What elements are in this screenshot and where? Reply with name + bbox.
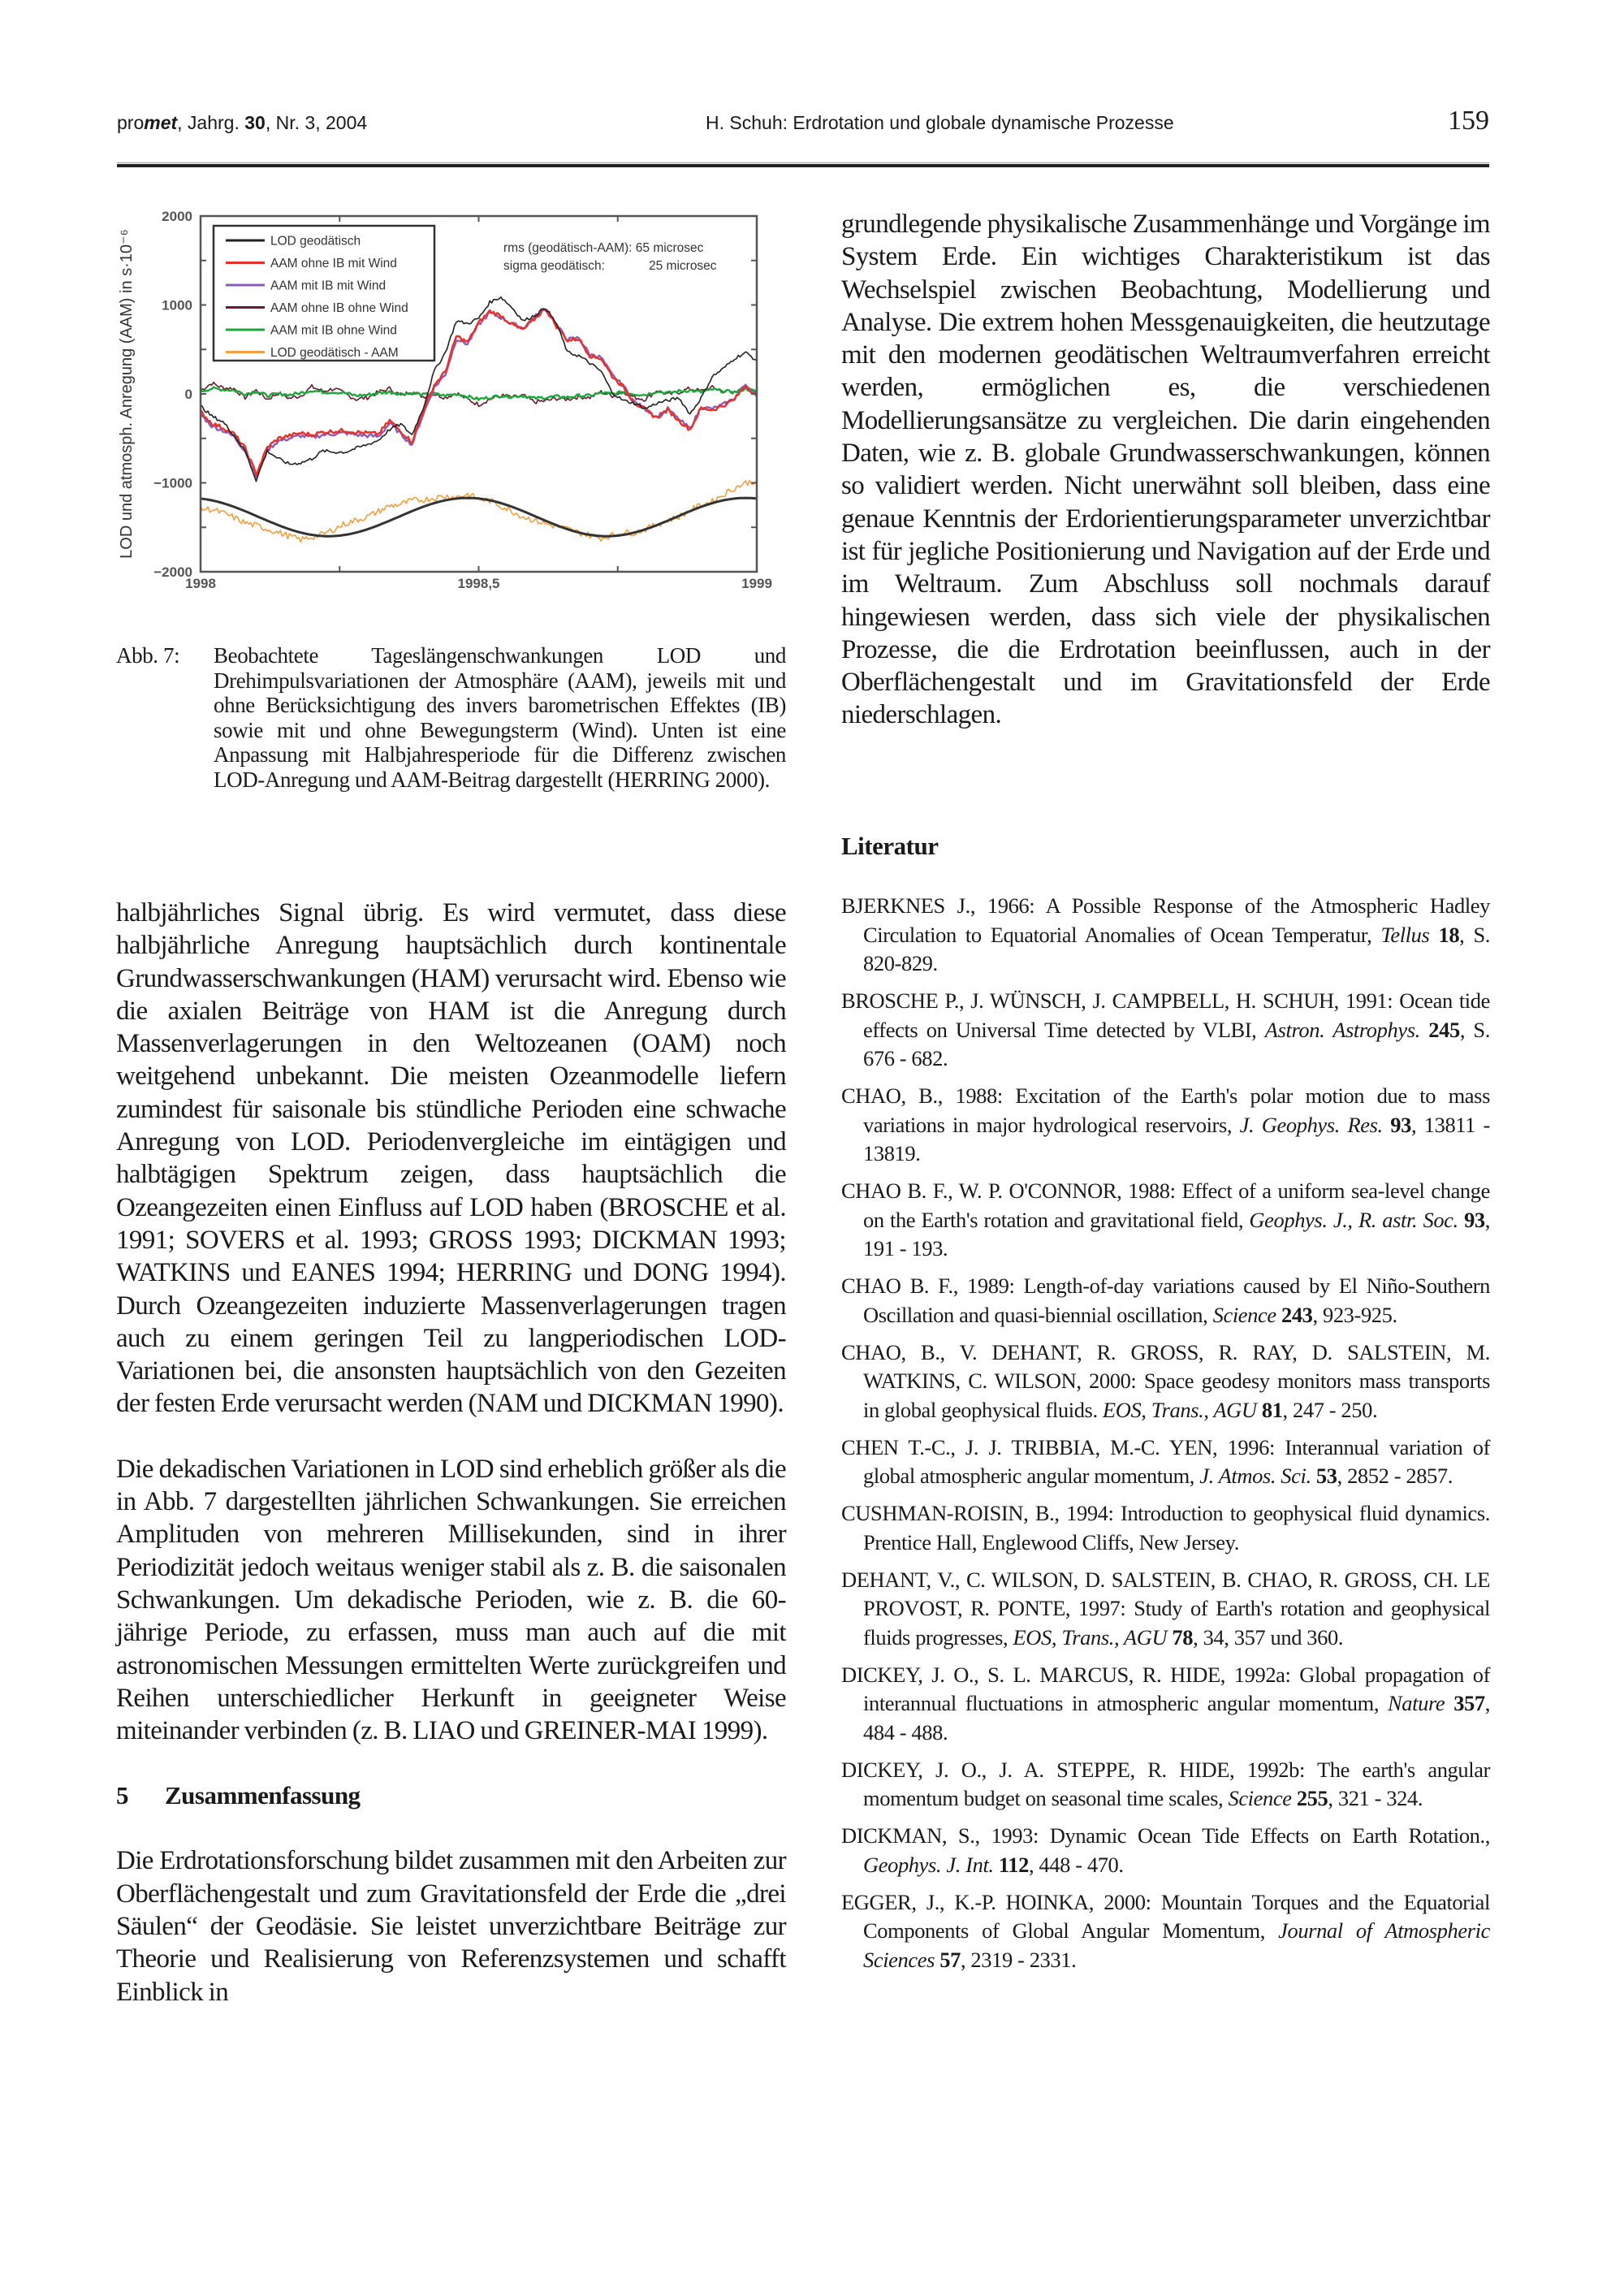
reference-text: BROSCHE P., J. WÜNSCH, J. CAMPBELL, H. SCHUH, 1991: Ocean tide effects on Universal Time detected by VLBI,	[841, 988, 1490, 1042]
reference-journal: Science	[1212, 1302, 1276, 1327]
legend-label: AAM mit IB ohne Wind	[270, 323, 397, 338]
reference-volume: 93	[1390, 1112, 1411, 1137]
paragraph-spacer	[116, 1812, 786, 1844]
reference-item	[841, 1272, 1490, 1330]
reference-journal: Science	[1228, 1786, 1292, 1810]
y-tick-label: 0	[184, 387, 192, 402]
x-tick-labels	[185, 576, 772, 591]
reference-pages: , 448 - 470.	[1028, 1852, 1124, 1877]
reference-volume: 243	[1281, 1302, 1313, 1327]
reference-item	[841, 1888, 1490, 1975]
reference-pages: , 247 - 250.	[1282, 1397, 1378, 1422]
reference-item	[841, 1177, 1490, 1264]
y-tick-label: −2000	[153, 564, 192, 580]
reference-volume: 255	[1296, 1786, 1328, 1810]
reference-pages: , 34, 357 und 360.	[1193, 1624, 1344, 1650]
paragraph: Die Erdrotationsforschung bildet zusammen mit den Arbeiten zur Oberflächengestalt und zum Gravitationsfeld der Erde die „drei Säulen“ der Geodäsie. Sie leistet unverzichtbare Beiträge zur Theorie und Realisierung von Referenzsystemen und schafft Einblick in	[116, 1846, 786, 2007]
reference-journal: J. Geophys. Res.	[1239, 1112, 1383, 1137]
fit-curve	[201, 498, 757, 536]
running-header	[117, 106, 1489, 145]
reference-item	[841, 1433, 1490, 1491]
reference-text: BJERKNES J., 1966: A Possible Response of the Atmospheric Hadley Circulation to Equatorial Anomalies of Ocean Temperatur,	[841, 893, 1490, 947]
reference-item	[841, 1822, 1490, 1879]
reference-item	[841, 987, 1490, 1074]
reference-journal: Astron. Astrophys.	[1264, 1017, 1420, 1042]
journal-name-prefix: pro	[117, 112, 145, 133]
reference-list	[841, 892, 1490, 1983]
reference-journal: J. Atmos. Sci.	[1199, 1464, 1311, 1488]
reference-volume: 53	[1315, 1464, 1337, 1488]
reference-journal: Geophys. J. Int.	[863, 1852, 994, 1877]
reference-volume: 18	[1438, 922, 1460, 947]
figure-abb7-chart	[114, 203, 788, 625]
annotation-text: sigma geodätisch:	[503, 259, 605, 273]
header-rule	[117, 164, 1489, 167]
y-tick-labels	[153, 209, 192, 580]
reference-text: DICKMAN, S., 1993: Dynamic Ocean Tide Effects on Earth Rotation.,	[841, 1823, 1490, 1848]
reference-pages: , S. 676 - 682.	[863, 1017, 1490, 1070]
journal-name-italic: met	[144, 112, 178, 133]
x-tick-label: 1998	[185, 576, 216, 591]
x-tick-label: 1999	[741, 576, 772, 591]
reference-journal: EOS, Trans., AGU	[1102, 1397, 1257, 1422]
reference-text: DICKEY, J. O., J. A. STEPPE, R. HIDE, 1992b: The earth's angular momentum budget on seasonal time scales,	[841, 1757, 1490, 1810]
reference-journal: Nature	[1388, 1691, 1445, 1715]
reference-text: CHAO, B., V. DEHANT, R. GROSS, R. RAY, D. SALSTEIN, M. WATKINS, C. WILSON, 2000: Space geodesy monitors mass transports in global geophysical fluids.	[841, 1339, 1490, 1422]
running-title: H. Schuh: Erdrotation und globale dynamische Prozesse	[706, 112, 1174, 133]
paragraph-spacer	[116, 1747, 786, 1779]
figure-caption-text: Beobachtete Tageslängenschwankungen LOD und Drehimpulsvariationen der Atmosphäre (AAM), jeweils mit und ohne Berücksichtigung des invers barometrischen Effektes (IB) sowie mit und ohne Bewegungsterm (Wind). Unten ist eine Anpassung mit Halbjahresperiode für die Differenz zwischen LOD-Anregung und AAM-Beitrag dargestellt (HERRING 2000).	[214, 643, 786, 792]
reference-volume: 93	[1464, 1207, 1485, 1232]
legend-label: AAM ohne IB ohne Wind	[270, 301, 408, 315]
paragraph: Die dekadischen Variationen in LOD sind erheblich größer als die in Abb. 7 dargestellten jährlichen Schwankungen. Sie erreichen Amplituden von mehreren Millisekunden, sind in ihrer Periodizität jedoch weitaus weniger stabil als z. B. die saisonalen Schwankungen. Um dekadische Perioden, wie z. B. die 60-jährige Periode, zu erfassen, muss man auch auf die mit astronomischen Messungen ermittelten Werte zurückgreifen und Reihen unterschiedlicher Herkunft in geeigneter Weise miteinander verbinden (z. B. LIAO und GREINER-MAI 1999).	[116, 1454, 786, 1746]
figure-caption	[116, 643, 786, 793]
legend-label: AAM mit IB mit Wind	[270, 279, 387, 293]
chart-annotation	[503, 241, 717, 273]
section-heading	[116, 1779, 786, 1812]
reference-pages: , S. 820-829.	[863, 922, 1491, 975]
reference-volume: 245	[1428, 1017, 1460, 1042]
reference-text: CUSHMAN-ROISIN, B., 1994: Introduction to geophysical fluid dynamics. Prentice Hall, Englewood Cliffs, New Jersey.	[841, 1501, 1490, 1554]
journal-volume: 30	[244, 112, 266, 133]
reference-journal: Geophys. J., R. astr. Soc.	[1249, 1207, 1458, 1232]
literature-heading: Literatur	[841, 832, 939, 860]
reference-text: EGGER, J., K.-P. HOINKA, 2000: Mountain Torques and the Equatorial Components of Global Angular Momentum,	[841, 1889, 1490, 1943]
legend-label: LOD geodätisch	[270, 234, 361, 249]
x-tick-label: 1998,5	[457, 576, 500, 591]
y-axis-label: LOD und atmosph. Anregung (AAM) in s·10⁻⁶	[118, 229, 136, 559]
reference-pages: , 13811 - 13819.	[863, 1112, 1490, 1165]
left-column-text	[116, 897, 786, 2008]
reference-text: DEHANT, V., C. WILSON, D. SALSTEIN, B. CHAO, R. GROSS, CH. LE PROVOST, R. PONTE, 1997: Study of Earth's rotation and geophysical fluids progresses,	[841, 1567, 1490, 1650]
reference-journal: EOS, Trans., AGU	[1013, 1624, 1168, 1650]
chart-legend	[214, 226, 434, 361]
reference-item	[841, 1499, 1490, 1557]
reference-item	[841, 1338, 1490, 1425]
reference-pages: , 923-925.	[1312, 1302, 1397, 1327]
annotation-text: 25 microsec	[649, 259, 717, 273]
reference-text: CHAO B. F., W. P. O'CONNOR, 1988: Effect of a uniform sea-level change on the Earth's rotation and gravitational field,	[841, 1178, 1490, 1232]
legend-label: AAM ohne IB mit Wind	[270, 257, 397, 270]
reference-item	[841, 1756, 1490, 1814]
reference-pages: , 2852 - 2857.	[1337, 1464, 1453, 1488]
reference-volume: 81	[1261, 1397, 1283, 1422]
right-column-text	[841, 208, 1490, 732]
y-tick-label: −1000	[153, 475, 192, 491]
y-tick-label: 2000	[162, 209, 192, 224]
series-line	[201, 481, 757, 543]
reference-pages: , 2319 - 2331.	[960, 1947, 1077, 1972]
page-number: 159	[1448, 106, 1489, 136]
reference-item	[841, 1566, 1490, 1653]
section-number: 5	[116, 1781, 128, 1810]
journal-year-label: , Jahrg.	[177, 112, 245, 133]
reference-journal: Journal of Atmospheric Sciences	[863, 1918, 1490, 1972]
reference-pages: , 484 - 488.	[863, 1691, 1490, 1745]
annotation-text: rms (geodätisch-AAM): 65 microsec	[503, 241, 704, 255]
reference-pages: , 191 - 193.	[863, 1207, 1490, 1260]
paragraph: grundlegende physikalische Zusammenhänge und Vorgänge im System Erde. Ein wichtiges Charakteristikum ist das Wechselspiel zwischen Beobachtung, Modellierung und Analyse. Die extrem hohen Messgenauigkeiten, die heutzutage mit den modernen geodätischen Weltraumverfahren erreicht werden, ermöglichen es, die verschiedenen Modellierungsansätze zu vergleichen. Die darin eingehenden Daten, wie z. B. globale Grundwasserschwankungen, können so validiert werden. Nicht unerwähnt soll bleiben, dass eine genaue Kenntnis der Erdorientierungsparameter unverzichtbar ist für jegliche Positionierung und Navigation auf der Erde und im Weltraum. Zum Abschluss soll nochmals darauf hingewiesen werden, dass sich viele der physikalischen Prozesse, die die Erdrotation beeinflussen, auch in der Oberflächengestalt und im Gravitationsfeld der Erde niederschlagen.	[841, 210, 1490, 730]
reference-volume: 357	[1453, 1691, 1485, 1715]
reference-text: CHAO B. F., 1989: Length-of-day variations caused by El Niño-Southern Oscillation and quasi-biennial oscillation,	[841, 1273, 1490, 1327]
legend-label: LOD geodätisch - AAM	[270, 346, 399, 360]
reference-text: DICKEY, J. O., S. L. MARCUS, R. HIDE, 1992a: Global propagation of interannual fluctuations in atmospheric angular momentum,	[841, 1662, 1490, 1715]
reference-text: CHEN T.-C., J. J. TRIBBIA, M.-C. YEN, 1996: Interannual variation of global atmospheric angular momentum,	[841, 1434, 1490, 1488]
paragraph-spacer	[116, 1420, 786, 1453]
reference-volume: 112	[998, 1852, 1029, 1877]
reference-journal: Tellus	[1380, 922, 1430, 947]
reference-volume: 78	[1172, 1624, 1194, 1650]
reference-item	[841, 1661, 1490, 1748]
reference-text: CHAO, B., 1988: Excitation of the Earth's polar motion due to mass variations in major hydrological reservoirs,	[841, 1083, 1490, 1137]
line-chart	[114, 203, 788, 625]
reference-pages: , 321 - 324.	[1328, 1786, 1423, 1810]
y-tick-label: 1000	[162, 297, 192, 313]
journal-info	[117, 112, 367, 134]
reference-item	[841, 1082, 1490, 1169]
paragraph: halbjährliches Signal übrig. Es wird vermutet, dass diese halbjährliche Anregung hauptsächlich durch kontinentale Grundwasserschwankungen (HAM) verursacht wird. Ebenso wie die axialen Beiträge von HAM ist die Anregung durch Massenverlagerungen in den Weltozeanen (OAM) noch weitgehend unbekannt. Die meisten Ozeanmodelle liefern zumindest für saisonale bis stündliche Perioden eine schwache Anregung von LOD. Periodenvergleiche im eintägigen und halbtägigen Spektrum zeigen, dass hauptsächlich die Ozeangezeiten einen Einfluss auf LOD haben (BROSCHE et al. 1991; SOVERS et al. 1993; GROSS 1993; DICKMAN 1993; WATKINS und EANES 1994; HERRING und DONG 1994). Durch Ozeangezeiten induzierte Massenverlagerungen tragen auch zu einem geringen Teil zu langperiodischen LOD-Variationen bei, die ansonsten hauptsächlich von den Gezeiten der festen Erde verursacht werden (NAM und DICKMAN 1990).	[116, 898, 786, 1419]
reference-item	[841, 892, 1490, 979]
section-title: Zusammenfassung	[165, 1781, 361, 1810]
journal-issue: , Nr. 3, 2004	[265, 112, 368, 133]
figure-label: Abb. 7:	[116, 643, 180, 668]
reference-volume: 57	[939, 1947, 961, 1972]
